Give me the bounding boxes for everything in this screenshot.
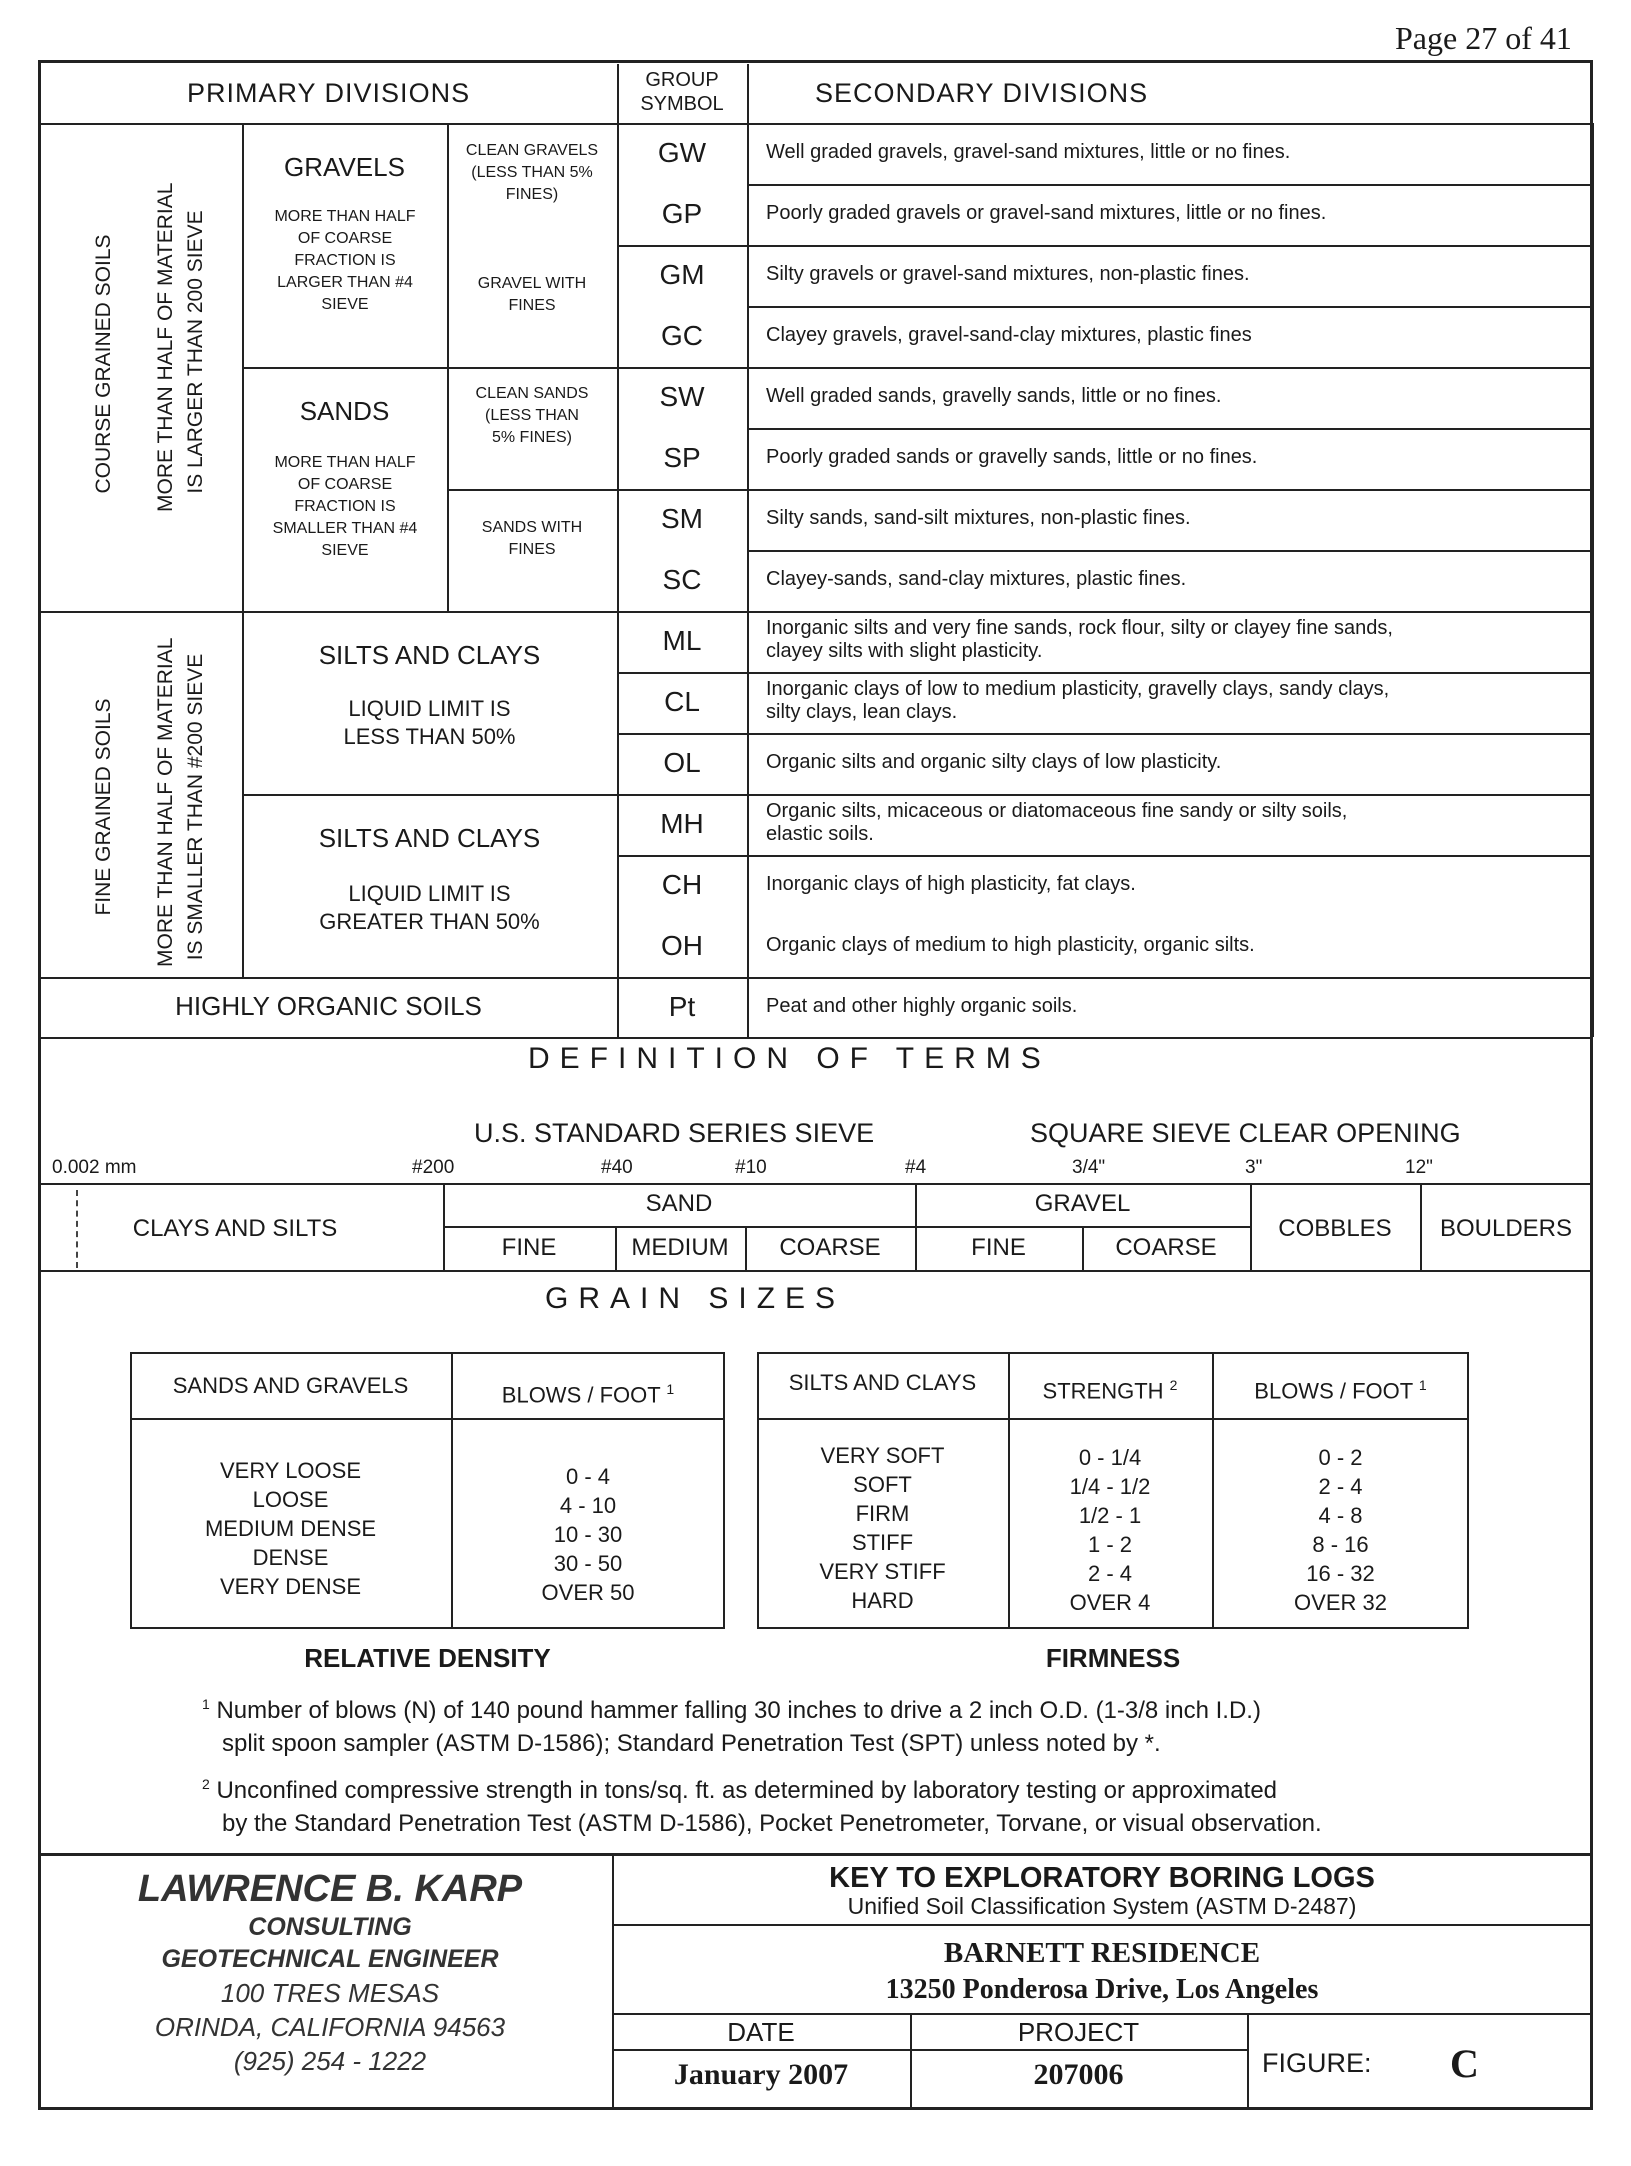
mark-0002mm: 0.002 mm <box>52 1157 137 1178</box>
rule <box>40 1183 1592 1185</box>
secondary-division-line: Well graded gravels, gravel-sand mixtures, little or no fines. <box>766 141 1291 163</box>
silts-low-line: LIQUID LIMIT IS <box>348 696 511 721</box>
secondary-division-line: Well graded sands, gravelly sands, little or no fines. <box>766 385 1222 407</box>
rule <box>1247 2013 1249 2110</box>
firmness-strength <box>1008 1443 1212 1617</box>
firmness-name: VERY STIFF <box>819 1559 946 1584</box>
sands-fines-line: SANDS WITH <box>481 519 583 536</box>
figure-label: FIGURE: <box>1262 2048 1372 2078</box>
secondary-division-sp <box>766 446 1486 469</box>
sand-medium: MEDIUM <box>631 1234 729 1261</box>
silts-clays-high-title: SILTS AND CLAYS <box>318 823 541 853</box>
highly-organic-soils: HIGHLY ORGANIC SOILS <box>175 991 482 1021</box>
density-name: LOOSE <box>252 1487 329 1512</box>
engineer-line1: CONSULTING <box>248 1913 412 1941</box>
group-symbol-sw: SW <box>659 381 705 412</box>
density-blow: OVER 50 <box>541 1580 635 1605</box>
secondary-division-line: Poorly graded gravels or gravel-sand mixtures, little or no fines. <box>766 202 1327 224</box>
gravel-fine: FINE <box>971 1234 1026 1261</box>
grain-sizes-title: GRAIN SIZES <box>545 1282 846 1315</box>
silts-clays-low-title: SILTS AND CLAYS <box>318 640 541 670</box>
firmness-strength-value: OVER 4 <box>1069 1590 1151 1615</box>
date-value: January 2007 <box>673 2058 849 2091</box>
secondary-division-line: Organic silts, micaceous or diatomaceous fine sandy or silty soils, <box>766 800 1348 822</box>
rule <box>242 794 1592 796</box>
mark-40: #40 <box>601 1157 633 1178</box>
gravels-desc-line: LARGER THAN #4 <box>277 274 413 291</box>
density-blow: 4 - 10 <box>559 1493 617 1518</box>
secondary-division-ol <box>766 751 1486 774</box>
group-symbol-mh: MH <box>660 808 704 839</box>
group-symbol-sc: SC <box>662 564 702 595</box>
group-symbol-gp: GP <box>661 198 703 229</box>
firmness-strength-value: 1 - 2 <box>1087 1532 1133 1557</box>
dashed-boundary <box>76 1190 78 1268</box>
header-group-line1: GROUP <box>645 69 719 91</box>
sands-desc-line: FRACTION IS <box>294 498 396 515</box>
boulders: BOULDERS <box>1439 1215 1573 1242</box>
mark-3-4in: 3/4" <box>1072 1157 1106 1178</box>
header-primary: PRIMARY DIVISIONS <box>187 78 471 108</box>
date-label: DATE <box>727 2017 795 2047</box>
square-sieve-label: SQUARE SIEVE CLEAR OPENING <box>1030 1118 1461 1148</box>
fine-grained-label: FINE GRAINED SOILS <box>92 698 115 916</box>
density-blow: 0 - 4 <box>565 1464 611 1489</box>
footnote-1-line1: Number of blows (N) of 140 pound hammer falling 30 inches to drive a 2 inch O.D. (1-3/8 inch I.D.) <box>216 1697 1261 1724</box>
silts-high-line: LIQUID LIMIT IS <box>348 881 511 906</box>
cobbles: COBBLES <box>1278 1215 1392 1242</box>
footnote-2-line1: Unconfined compressive strength in tons/sq. ft. as determined by laboratory testing or approximated <box>216 1777 1278 1804</box>
density-name: VERY DENSE <box>219 1574 362 1599</box>
gravels-desc-line: MORE THAN HALF <box>274 208 416 225</box>
secondary-division-line: Inorganic silts and very fine sands, rock flour, silty or clayey fine sands, <box>766 617 1393 639</box>
mark-4: #4 <box>905 1157 927 1178</box>
rule <box>1592 123 1594 1037</box>
firmness-name: STIFF <box>851 1530 914 1555</box>
secondary-division-pt <box>766 995 1486 1018</box>
rule <box>40 1853 1592 1856</box>
header-group-line2: SYMBOL <box>640 93 724 115</box>
clean-gravels-line: CLEAN GRAVELS <box>465 142 599 159</box>
engineer-address1: 100 TRES MESAS <box>220 1978 440 2008</box>
density-blow: 30 - 50 <box>553 1551 623 1576</box>
firmness-blow: 4 - 8 <box>1318 1503 1363 1528</box>
density-col2 <box>451 1375 725 1409</box>
secondary-division-gm <box>766 263 1486 286</box>
gravel-fines-line: GRAVEL WITH <box>477 275 587 292</box>
rule <box>617 672 1592 674</box>
secondary-division-sm <box>766 507 1486 530</box>
firmness-blow: 0 - 2 <box>1318 1445 1363 1470</box>
silts-clays-high-desc <box>242 880 617 936</box>
gravels-title: GRAVELS <box>284 152 405 182</box>
firmness-name: VERY SOFT <box>820 1443 945 1468</box>
project-number: 207006 <box>1033 2058 1124 2091</box>
project-label: PROJECT <box>1017 2017 1140 2047</box>
firmness-strength-value: 1/2 - 1 <box>1078 1503 1142 1528</box>
density-name: MEDIUM DENSE <box>204 1516 377 1541</box>
rule <box>40 1037 1592 1039</box>
firmness-name: SOFT <box>853 1472 912 1497</box>
fine-grained-sub1: MORE THAN HALF OF MATERIAL <box>154 637 177 967</box>
clean-sands <box>449 383 615 449</box>
firmness-blow: 2 - 4 <box>1318 1474 1363 1499</box>
density-names <box>130 1456 451 1601</box>
rule <box>747 306 1592 308</box>
key-title: KEY TO EXPLORATORY BORING LOGS <box>829 1862 1375 1894</box>
secondary-division-line: Poorly graded sands or gravelly sands, little or no fines. <box>766 446 1258 468</box>
rule <box>40 977 1592 979</box>
rule <box>130 1418 725 1420</box>
sand-coarse: COARSE <box>779 1234 881 1261</box>
secondary-division-line: Clayey gravels, gravel-sand-clay mixtures, plastic fines <box>766 324 1252 346</box>
secondary-division-sc <box>766 568 1486 591</box>
engineer-phone: (925) 254 - 1222 <box>233 2046 427 2076</box>
gravels-desc-line: OF COARSE <box>297 230 393 247</box>
clays-and-silts: CLAYS AND SILTS <box>132 1215 338 1242</box>
secondary-division-line: Peat and other highly organic soils. <box>766 995 1078 1017</box>
relative-density-caption: RELATIVE DENSITY <box>304 1643 551 1673</box>
secondary-division-sw <box>766 385 1486 408</box>
sands-title: SANDS <box>299 396 390 426</box>
sand-fine: FINE <box>501 1234 557 1261</box>
rule <box>443 1226 1250 1228</box>
mark-3in: 3" <box>1245 1157 1263 1178</box>
rule <box>40 123 1592 125</box>
firmness-col2-text: STRENGTH <box>1042 1378 1164 1404</box>
secondary-division-oh <box>766 934 1486 957</box>
mark-200: #200 <box>412 1157 455 1178</box>
secondary-division-gp <box>766 202 1486 225</box>
firmness-blow: OVER 32 <box>1294 1590 1387 1615</box>
coarse-grained-label: COURSE GRAINED SOILS <box>92 234 115 494</box>
secondary-division-line: Clayey-sands, sand-clay mixtures, plastic fines. <box>766 568 1187 590</box>
gravels-desc-line: FRACTION IS <box>294 252 396 269</box>
rule <box>617 855 1592 857</box>
density-blows <box>451 1462 725 1607</box>
secondary-division-line: Silty sands, sand-silt mixtures, non-plastic fines. <box>766 507 1191 529</box>
firmness-col1: SILTS AND CLAYS <box>788 1370 977 1395</box>
firmness-caption: FIRMNESS <box>1045 1643 1181 1673</box>
group-symbol-oh: OH <box>661 930 703 961</box>
firmness-col2-sup: 2 <box>1169 1377 1178 1393</box>
gravels-desc-line: SIEVE <box>321 296 369 313</box>
rule <box>612 2049 1247 2051</box>
gravels-desc <box>245 206 445 316</box>
firmness-col2 <box>1008 1371 1212 1405</box>
secondary-division-line: clayey silts with slight plasticity. <box>766 640 1043 662</box>
clean-sands-line: 5% FINES) <box>491 429 572 446</box>
rule <box>747 550 1592 552</box>
secondary-division-line: silty clays, lean clays. <box>766 701 958 723</box>
sands-with-fines <box>449 517 615 561</box>
rule <box>612 2013 1592 2015</box>
secondary-division-line: elastic soils. <box>766 823 874 845</box>
secondary-division-line: Organic clays of medium to high plasticity, organic silts. <box>766 934 1255 956</box>
gravel-fines-line: FINES <box>508 297 556 314</box>
density-col1: SANDS AND GRAVELS <box>172 1373 409 1398</box>
rule <box>612 1924 1592 1926</box>
secondary-division-gw <box>766 141 1486 164</box>
silts-clays-low-desc <box>242 695 617 751</box>
gravel-with-fines <box>449 273 615 317</box>
secondary-division-ch <box>766 873 1486 896</box>
group-symbol-gw: GW <box>657 137 707 168</box>
secondary-division-gc <box>766 324 1486 347</box>
mark-10: #10 <box>735 1157 767 1178</box>
engineer-info <box>60 1866 600 2078</box>
footnote-1-line2: split spoon sampler (ASTM D-1586); Standard Penetration Test (SPT) unless noted by *. <box>222 1730 1161 1757</box>
density-col2-sup: 1 <box>666 1381 675 1397</box>
density-name: VERY LOOSE <box>219 1458 362 1483</box>
secondary-division-line: Organic silts and organic silty clays of low plasticity. <box>766 751 1222 773</box>
sands-desc-line: SMALLER THAN #4 <box>272 520 418 537</box>
firmness-blow: 16 - 32 <box>1306 1561 1375 1586</box>
footnote-2 <box>202 1768 1542 1840</box>
key-subtitle: Unified Soil Classification System (ASTM D-2487) <box>847 1893 1357 1919</box>
clean-gravels-line: (LESS THAN 5% <box>471 164 593 181</box>
rule <box>747 428 1592 430</box>
rule <box>747 64 749 1037</box>
figure-value: C <box>1450 2041 1479 2086</box>
secondary-division-line: Silty gravels or gravel-sand mixtures, non-plastic fines. <box>766 263 1250 285</box>
group-symbol-cl: CL <box>664 686 700 717</box>
clean-gravels-line: FINES) <box>505 186 559 203</box>
group-symbol-sp: SP <box>663 442 701 473</box>
header-secondary: SECONDARY DIVISIONS <box>815 78 1149 108</box>
engineer-name: LAWRENCE B. KARP <box>137 1868 523 1910</box>
rule <box>40 1270 1592 1272</box>
header-group-symbol <box>617 68 747 116</box>
coarse-grained-sub1: MORE THAN HALF OF MATERIAL <box>154 182 177 512</box>
sands-desc-line: OF COARSE <box>297 476 393 493</box>
footnote-2-line2: by the Standard Penetration Test (ASTM D-1586), Pocket Penetrometer, Torvane, or visual observation. <box>222 1810 1322 1837</box>
group-symbol-gm: GM <box>659 259 705 290</box>
terms-title: DEFINITION OF TERMS <box>528 1042 1051 1075</box>
clean-sands-line: (LESS THAN <box>485 407 579 424</box>
clean-sands-line: CLEAN SANDS <box>475 385 589 402</box>
group-symbol-pt: Pt <box>668 991 696 1022</box>
sands-fines-line: FINES <box>508 541 556 558</box>
sand-header: SAND <box>645 1190 713 1217</box>
fine-grained-sub2: IS SMALLER THAN #200 SIEVE <box>184 653 207 961</box>
secondary-division-cl <box>766 678 1486 724</box>
gravel-coarse: COARSE <box>1115 1234 1217 1261</box>
sands-desc <box>245 452 445 562</box>
group-symbol-gc: GC <box>661 320 703 351</box>
secondary-division-line: Inorganic clays of low to medium plasticity, gravelly clays, sandy clays, <box>766 678 1390 700</box>
firmness-names <box>757 1441 1008 1615</box>
us-sieve-label: U.S. STANDARD SERIES SIEVE <box>474 1118 875 1148</box>
density-name: DENSE <box>252 1545 329 1570</box>
group-symbol-ch: CH <box>661 869 703 900</box>
footnote-2-sup: 2 <box>202 1776 210 1792</box>
sands-desc-line: SIEVE <box>321 542 369 559</box>
page-number: Page 27 of 41 <box>1395 20 1572 56</box>
rule <box>242 367 1592 369</box>
firmness-strength-value: 1/4 - 1/2 <box>1069 1474 1151 1499</box>
group-symbol-ml: ML <box>662 625 702 656</box>
firmness-col3 <box>1212 1371 1469 1405</box>
density-blow: 10 - 30 <box>553 1522 623 1547</box>
project-name: BARNETT RESIDENCE <box>943 1937 1261 1969</box>
engineer-address2: ORINDA, CALIFORNIA 94563 <box>154 2012 506 2042</box>
firmness-blow: 8 - 16 <box>1312 1532 1369 1557</box>
mark-12in: 12" <box>1405 1157 1433 1178</box>
firmness-blows <box>1212 1443 1469 1617</box>
secondary-division-line: Inorganic clays of high plasticity, fat clays. <box>766 873 1136 895</box>
secondary-division-ml <box>766 617 1486 663</box>
firmness-strength-value: 0 - 1/4 <box>1078 1445 1142 1470</box>
footnote-1 <box>202 1688 1522 1760</box>
firmness-name: HARD <box>851 1588 914 1613</box>
clean-gravels <box>449 140 615 206</box>
rule <box>617 733 1592 735</box>
silts-high-line: GREATER THAN 50% <box>319 909 540 934</box>
sands-desc-line: MORE THAN HALF <box>274 454 416 471</box>
rule <box>617 245 1592 247</box>
gravel-header: GRAVEL <box>1034 1190 1131 1217</box>
footnote-1-sup: 1 <box>202 1696 210 1712</box>
firmness-col3-text: BLOWS / FOOT <box>1254 1378 1413 1404</box>
secondary-division-mh <box>766 800 1486 846</box>
rule <box>747 184 1592 186</box>
rule <box>40 611 1592 613</box>
group-symbol-sm: SM <box>661 503 703 534</box>
density-col2-text: BLOWS / FOOT <box>501 1382 661 1408</box>
engineer-line2: GEOTECHNICAL ENGINEER <box>161 1945 499 1973</box>
group-symbol-ol: OL <box>663 747 701 778</box>
firmness-strength-value: 2 - 4 <box>1087 1561 1133 1586</box>
coarse-grained-sub2: IS LARGER THAN 200 SIEVE <box>184 210 207 494</box>
project-address: 13250 Ponderosa Drive, Los Angeles <box>885 1974 1319 2005</box>
firmness-col3-sup: 1 <box>1418 1377 1427 1393</box>
firmness-name: FIRM <box>855 1501 910 1526</box>
rule <box>757 1418 1469 1420</box>
silts-low-line: LESS THAN 50% <box>343 724 516 749</box>
